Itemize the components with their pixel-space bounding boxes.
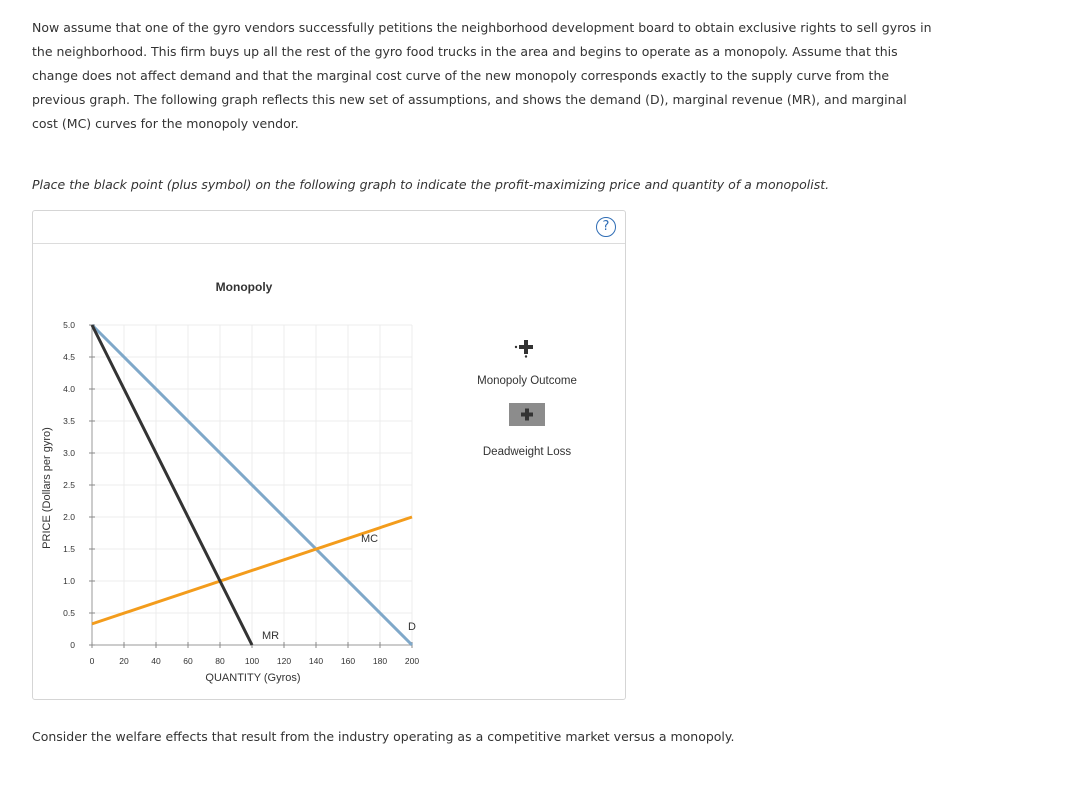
y-tick-label: 2.0 [63,512,75,522]
y-tick-label: 3.5 [63,416,75,426]
monopoly-outcome-label: Monopoly Outcome [477,375,577,387]
x-tick-label: 160 [340,656,356,666]
x-tick-label: 60 [183,656,193,666]
instruction-text: Place the black point (plus symbol) on the following graph to indicate the profit-maximizing price and quantity of a monopolist. [32,177,830,192]
chart-title: Monopoly [215,280,273,294]
x-tick-label: 40 [151,656,161,666]
y-axis-title: PRICE (Dollars per gyro) [41,427,53,549]
y-tick-label: 4.0 [63,384,75,394]
y-tick-label: 1.0 [63,576,75,586]
demand-curve-label: D [408,621,416,633]
x-tick-label: 180 [372,656,388,666]
y-tick-label: 1.5 [63,544,75,554]
black-plus-icon [515,340,533,358]
y-tick-label: 0.5 [63,608,75,618]
y-tick-label: 5.0 [63,320,75,330]
x-tick-label: 140 [308,656,324,666]
deadweight-loss-tool[interactable] [509,403,545,426]
intro-paragraph: Now assume that one of the gyro vendors successfully petitions the neighborhood development board to obtain exclusive rights to sell gyros in the neighborhood. This firm buys up all the rest of the gyro food trucks in the area and begins to operate as a monopoly. Assume that this change does not affect demand and that the marginal cost curve of the new monopoly corresponds exactly to the supply curve from the previous graph. The following graph reflects this new set of assumptions, and shows the demand (D), marginal revenue (MR), and marginal cost (MC) curves for the monopoly vendor. [32,20,932,131]
monopoly-outcome-tool[interactable] [515,340,533,358]
footer-text: Consider the welfare effects that result from the industry operating as a competitive market versus a monopoly. [32,729,735,744]
y-tick-label: 2.5 [63,480,75,490]
x-tick-label: 100 [244,656,260,666]
mr-curve-label: MR [262,630,280,642]
x-tick-label: 0 [89,656,95,666]
deadweight-loss-label: Deadweight Loss [482,446,572,458]
y-ticks [63,320,95,650]
x-ticks [90,642,420,666]
x-tick-label: 80 [215,656,225,666]
mc-curve-label: MC [361,533,379,545]
y-tick-label: 0 [70,640,75,650]
y-tick-label: 4.5 [63,352,75,362]
x-tick-label: 200 [404,656,420,666]
x-tick-label: 120 [276,656,292,666]
y-tick-label: 3.0 [63,448,75,458]
x-tick-label: 20 [119,656,129,666]
x-axis-title: QUANTITY (Gyros) [205,672,301,684]
help-icon[interactable]: ? [596,217,616,237]
